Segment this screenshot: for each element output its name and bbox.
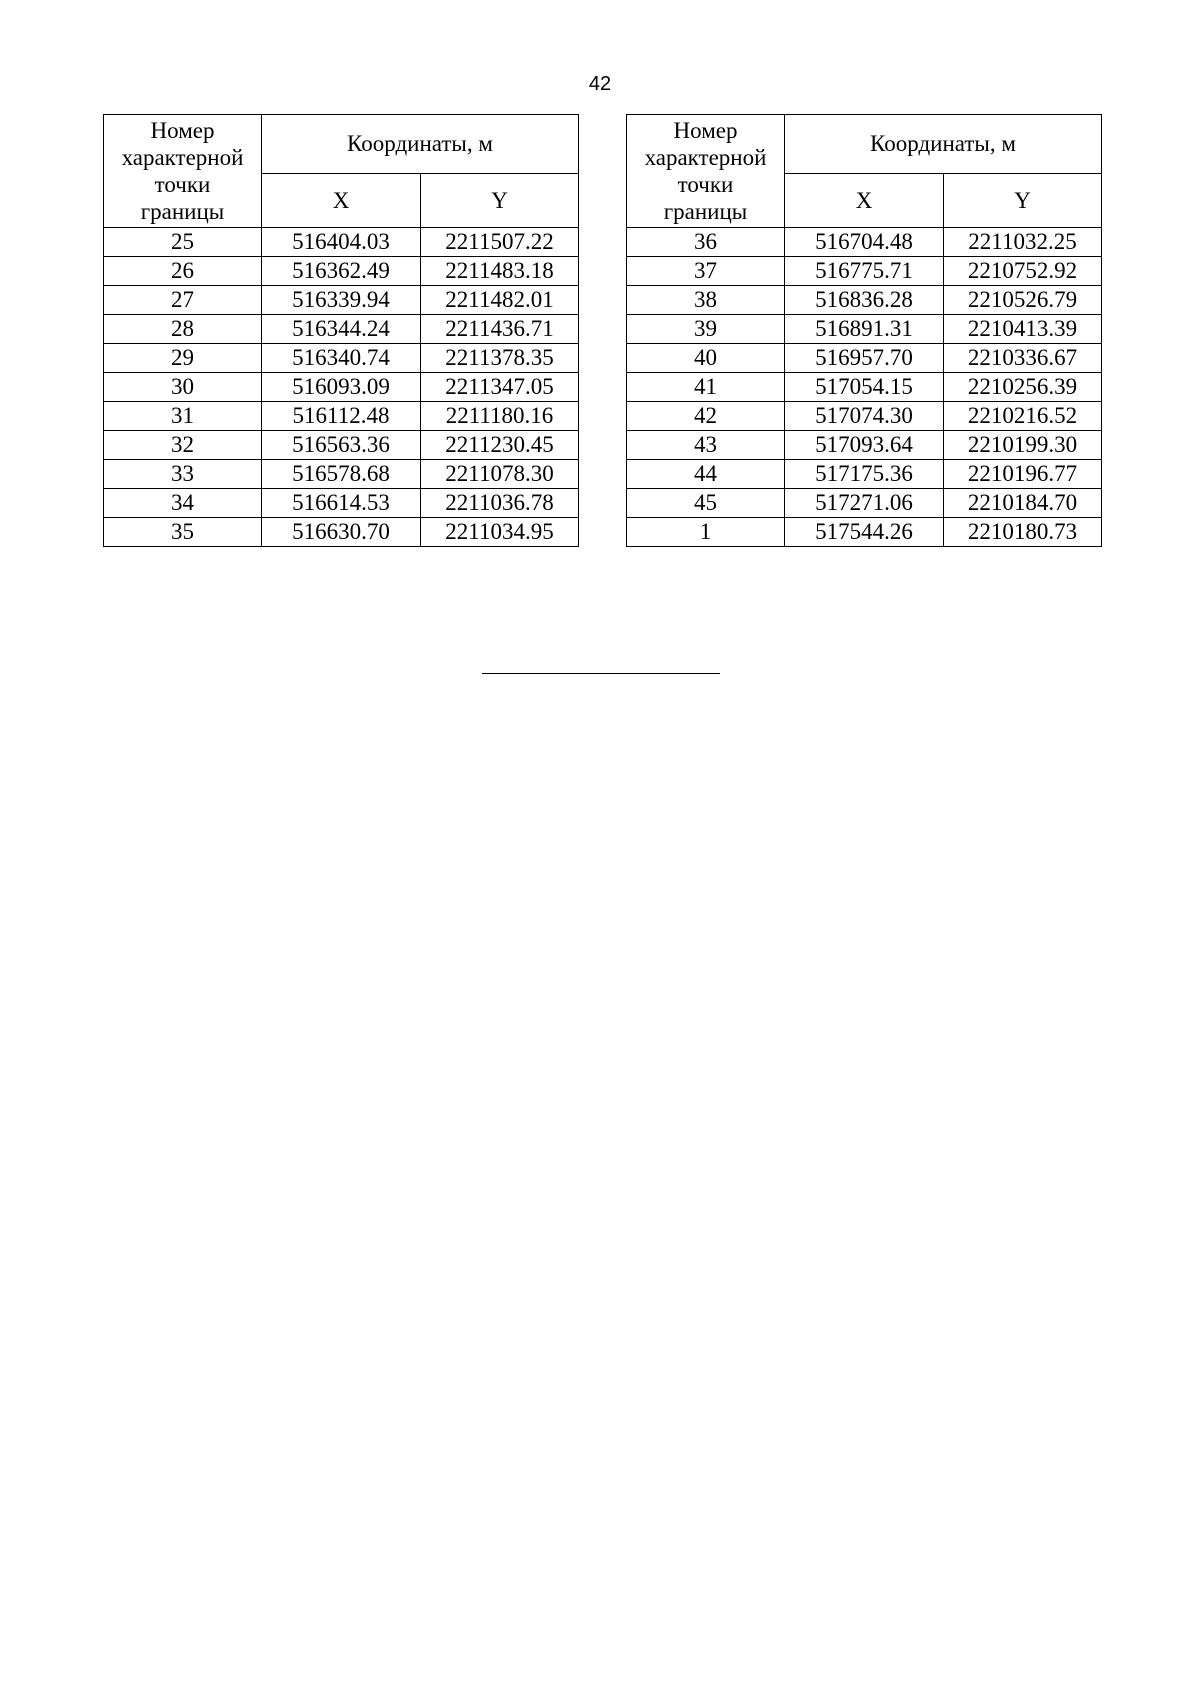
y-value: 2211507.22 <box>421 228 579 257</box>
y-value: 2211078.30 <box>421 460 579 489</box>
table-row <box>627 315 1102 344</box>
y-value: 2211482.01 <box>421 286 579 315</box>
y-value: 2211180.16 <box>421 402 579 431</box>
x-value: 517054.15 <box>785 373 944 402</box>
point-number: 35 <box>104 518 262 547</box>
table-row <box>104 518 579 547</box>
point-number: 38 <box>627 286 785 315</box>
y-value: 2210180.73 <box>944 518 1102 547</box>
y-value: 2210256.39 <box>944 373 1102 402</box>
table-row <box>104 402 579 431</box>
coordinates-header: Координаты, м <box>785 115 1102 174</box>
y-header: Y <box>421 174 579 228</box>
x-value: 516614.53 <box>262 489 421 518</box>
table-row <box>627 257 1102 286</box>
x-value: 517271.06 <box>785 489 944 518</box>
x-value: 516578.68 <box>262 460 421 489</box>
y-value: 2210752.92 <box>944 257 1102 286</box>
page-number: 42 <box>588 73 612 95</box>
table-row <box>627 518 1102 547</box>
y-value: 2210413.39 <box>944 315 1102 344</box>
point-number: 26 <box>104 257 262 286</box>
point-number: 25 <box>104 228 262 257</box>
point-number: 44 <box>627 460 785 489</box>
point-number: 31 <box>104 402 262 431</box>
table-row <box>627 431 1102 460</box>
x-value: 517175.36 <box>785 460 944 489</box>
y-value: 2211032.25 <box>944 228 1102 257</box>
y-value: 2211034.95 <box>421 518 579 547</box>
y-value: 2211036.78 <box>421 489 579 518</box>
y-value: 2210196.77 <box>944 460 1102 489</box>
coordinates-header: Координаты, м <box>262 115 579 174</box>
point-number: 40 <box>627 344 785 373</box>
x-value: 516340.74 <box>262 344 421 373</box>
point-number: 36 <box>627 228 785 257</box>
x-value: 516112.48 <box>262 402 421 431</box>
table-row <box>627 373 1102 402</box>
table-row <box>627 489 1102 518</box>
x-value: 516630.70 <box>262 518 421 547</box>
table-row <box>627 286 1102 315</box>
table-row <box>104 344 579 373</box>
coordinates-table-left <box>103 114 579 547</box>
y-value: 2210216.52 <box>944 402 1102 431</box>
point-number: 28 <box>104 315 262 344</box>
point-number: 30 <box>104 373 262 402</box>
x-header: X <box>785 174 944 228</box>
table-row <box>627 228 1102 257</box>
x-value: 516957.70 <box>785 344 944 373</box>
y-value: 2210526.79 <box>944 286 1102 315</box>
y-value: 2211230.45 <box>421 431 579 460</box>
table-row <box>104 315 579 344</box>
x-value: 516836.28 <box>785 286 944 315</box>
table-row <box>104 373 579 402</box>
point-number: 1 <box>627 518 785 547</box>
point-number: 37 <box>627 257 785 286</box>
point-number: 42 <box>627 402 785 431</box>
x-header: X <box>262 174 421 228</box>
x-value: 516339.94 <box>262 286 421 315</box>
x-value: 516404.03 <box>262 228 421 257</box>
table-row <box>104 286 579 315</box>
point-number: 34 <box>104 489 262 518</box>
point-number-header: Номер характерной точки границы <box>104 115 262 228</box>
x-value: 517544.26 <box>785 518 944 547</box>
table-row <box>104 228 579 257</box>
y-value: 2210184.70 <box>944 489 1102 518</box>
table-row <box>627 402 1102 431</box>
x-value: 517093.64 <box>785 431 944 460</box>
y-header: Y <box>944 174 1102 228</box>
y-value: 2210199.30 <box>944 431 1102 460</box>
point-number: 29 <box>104 344 262 373</box>
y-value: 2211378.35 <box>421 344 579 373</box>
y-value: 2210336.67 <box>944 344 1102 373</box>
y-value: 2211436.71 <box>421 315 579 344</box>
x-value: 516891.31 <box>785 315 944 344</box>
y-value: 2211483.18 <box>421 257 579 286</box>
end-divider <box>482 673 720 674</box>
table-row <box>104 489 579 518</box>
x-value: 516704.48 <box>785 228 944 257</box>
point-number: 33 <box>104 460 262 489</box>
table-row <box>104 257 579 286</box>
table-row <box>104 431 579 460</box>
x-value: 516775.71 <box>785 257 944 286</box>
x-value: 516344.24 <box>262 315 421 344</box>
point-number: 41 <box>627 373 785 402</box>
coordinates-table-right <box>626 114 1102 547</box>
x-value: 516563.36 <box>262 431 421 460</box>
table-row <box>627 344 1102 373</box>
point-number-header: Номер характерной точки границы <box>627 115 785 228</box>
point-number: 32 <box>104 431 262 460</box>
point-number: 45 <box>627 489 785 518</box>
table-row <box>627 460 1102 489</box>
point-number: 27 <box>104 286 262 315</box>
point-number: 43 <box>627 431 785 460</box>
y-value: 2211347.05 <box>421 373 579 402</box>
x-value: 516362.49 <box>262 257 421 286</box>
point-number: 39 <box>627 315 785 344</box>
table-row <box>104 460 579 489</box>
x-value: 517074.30 <box>785 402 944 431</box>
x-value: 516093.09 <box>262 373 421 402</box>
